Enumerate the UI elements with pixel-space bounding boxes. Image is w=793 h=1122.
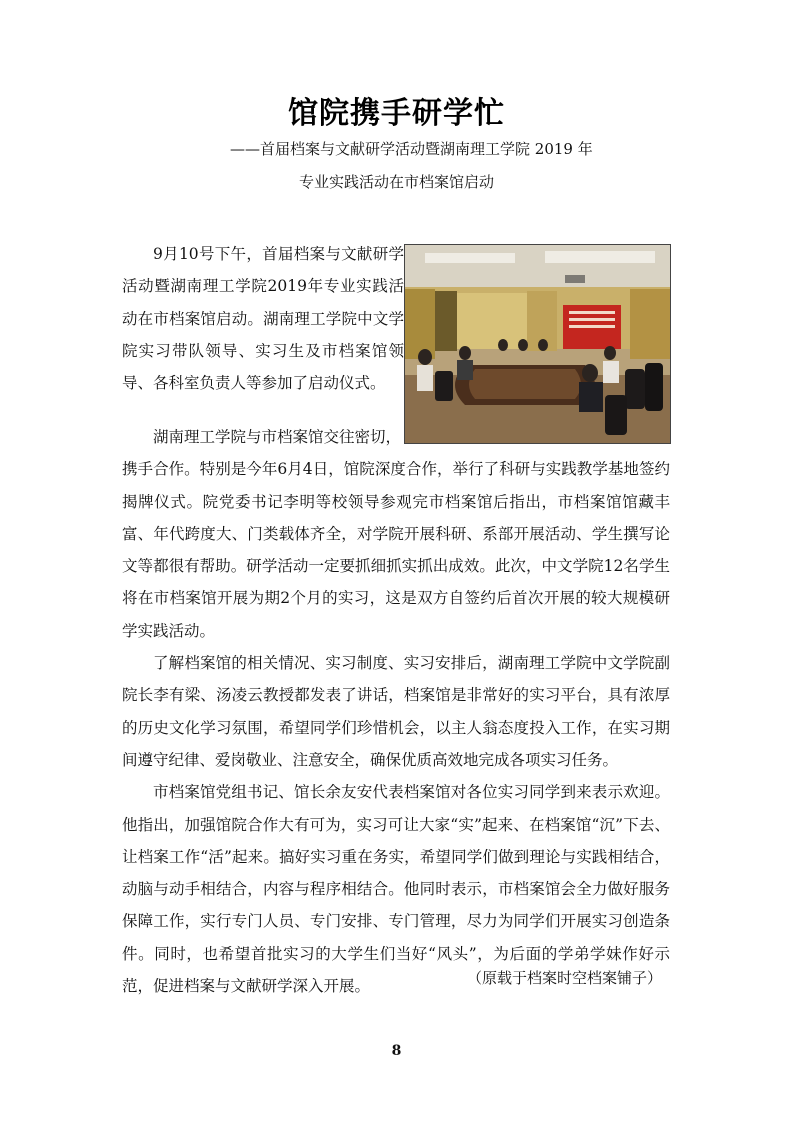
intro-text-block — [122, 238, 404, 399]
article-body — [122, 421, 670, 1002]
article-subtitle-line2: 专业实践活动在市档案馆启动 — [298, 173, 494, 191]
paragraph-2: 携手合作。特别是今年6月4日，馆院深度合作，举行了科研与实践教学基地签约揭牌仪式。院党委书记李明等校领导参观完市档案馆后指出，市档案馆馆藏丰富、年代跨度大、门类载体齐全，对学院开展科研、系部开展活动、学生撰写论文等都很有帮助。研学活动一定要抓细抓实抓出成效。此次，中文学院12名学生将在市档案馆开展为期2个月的实习，这是双方自签约后首次开展的较大规模研学实践活动。 — [122, 460, 670, 640]
meeting-room-image — [405, 245, 670, 443]
page-number: 8 — [391, 1043, 402, 1059]
meeting-photo — [404, 244, 671, 444]
source-note: （原载于档案时空档案铺子） — [466, 969, 662, 987]
paragraph-4: 市档案馆党组书记、馆长余友安代表档案馆对各位实习同学到来表示欢迎。他指出，加强馆院合作大有可为，实习可让大家“实”起来、在档案馆“沉”下去、让档案工作“活”起来。搞好实习重在务实，希望同学们做到理论与实践相结合，动脑与动手相结合，内容与程序相结合。他同时表示，市档案馆会全力做好服务保障工作，实行专门人员、专门安排、专门管理，尽力为同学们开展实习创造条件。同时，也希望首批实习的大学生们当好“风头”，为后面的学弟学妹作好示范，促进档案与文献研学深入开展。 — [122, 783, 670, 996]
intro-paragraph: 9月10号下午，首届档案与文献研学活动暨湖南理工学院2019年专业实践活动在市档案馆启动。湖南理工学院中文学院实习带队领导、实习生及市档案馆领导、各科室负责人等参加了启动仪式。 — [122, 245, 404, 393]
article-title: 馆院携手研学忙 — [288, 96, 505, 131]
article-subtitle-line1: ——首届档案与文献研学活动暨湖南理工学院 2019 年 — [230, 140, 593, 158]
paragraph-2-first-line: 湖南理工学院与市档案馆交往密切， — [153, 428, 402, 446]
paragraph-3: 了解档案馆的相关情况、实习制度、实习安排后，湖南理工学院中文学院副院长李有梁、汤凌云教授都发表了讲话，档案馆是非常好的实习平台，具有浓厚的历史文化学习氛围，希望同学们珍惜机会，以主人翁态度投入工作，在实习期间遵守纪律、爱岗敬业、注意安全，确保优质高效地完成各项实习任务。 — [122, 654, 670, 769]
